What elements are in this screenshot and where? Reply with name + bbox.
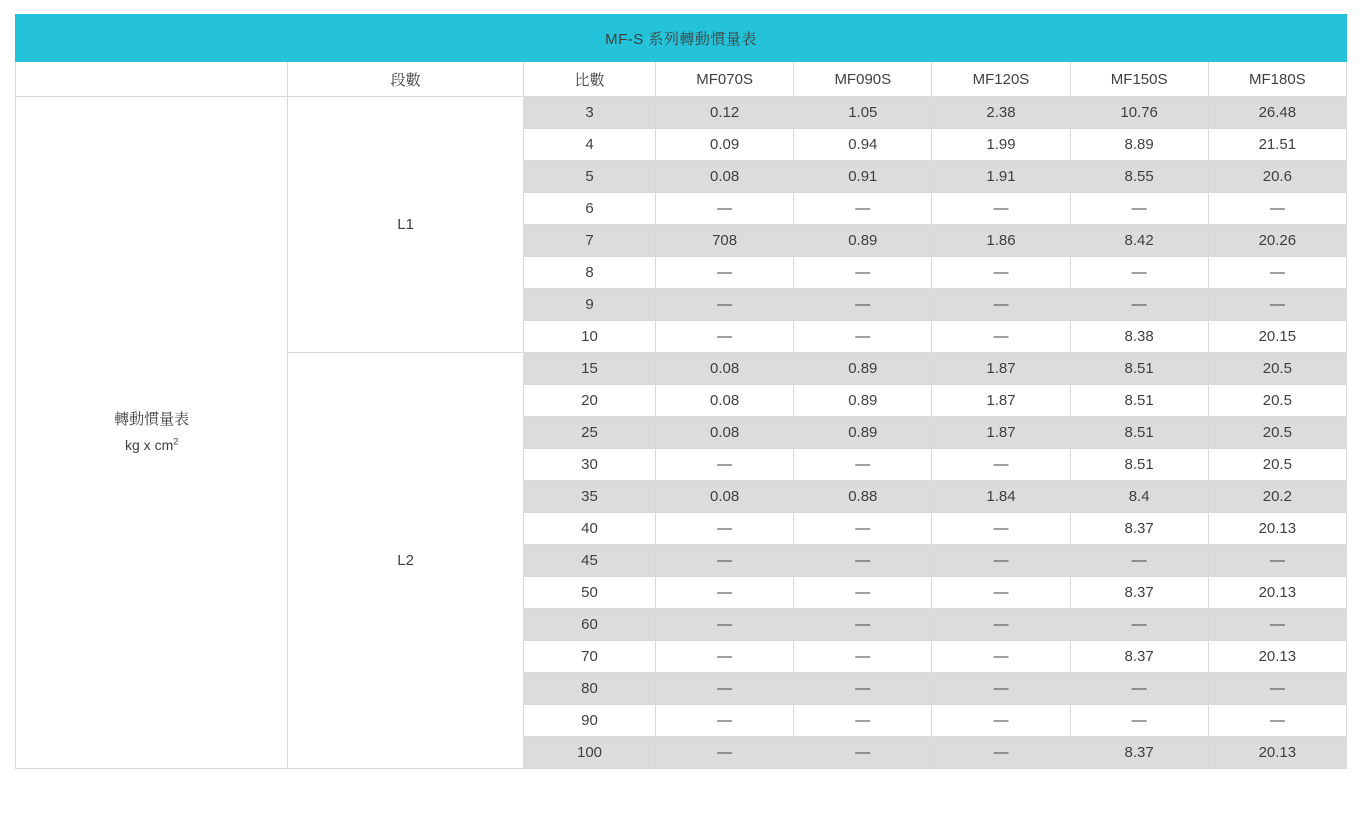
- ratio-cell: 100: [523, 737, 655, 769]
- value-cell: —: [1070, 673, 1208, 705]
- ratio-cell: 40: [523, 513, 655, 545]
- unit-exponent: 2: [173, 436, 179, 447]
- value-cell: —: [794, 609, 932, 641]
- row-group-label-text: 轉動慣量表: [114, 410, 190, 428]
- header-model-mf120s: MF120S: [932, 62, 1070, 97]
- value-cell: —: [656, 641, 794, 673]
- ratio-cell: 8: [523, 257, 655, 289]
- value-cell: —: [1070, 705, 1208, 737]
- value-cell: 8.51: [1070, 417, 1208, 449]
- value-cell: —: [794, 257, 932, 289]
- row-group-label-unit: [16, 434, 287, 458]
- value-cell: 8.89: [1070, 129, 1208, 161]
- value-cell: —: [932, 289, 1070, 321]
- value-cell: 8.37: [1070, 577, 1208, 609]
- value-cell: —: [1208, 289, 1346, 321]
- ratio-cell: 20: [523, 385, 655, 417]
- value-cell: —: [656, 257, 794, 289]
- ratio-cell: 15: [523, 353, 655, 385]
- value-cell: 26.48: [1208, 97, 1346, 129]
- value-cell: 0.09: [656, 129, 794, 161]
- value-cell: —: [794, 289, 932, 321]
- ratio-cell: 10: [523, 321, 655, 353]
- value-cell: 1.87: [932, 353, 1070, 385]
- value-cell: —: [932, 449, 1070, 481]
- value-cell: —: [1208, 193, 1346, 225]
- value-cell: —: [932, 577, 1070, 609]
- value-cell: 20.13: [1208, 513, 1346, 545]
- header-blank: [16, 62, 288, 97]
- value-cell: 0.89: [794, 225, 932, 257]
- value-cell: —: [1208, 545, 1346, 577]
- value-cell: 0.08: [656, 161, 794, 193]
- value-cell: 8.37: [1070, 737, 1208, 769]
- value-cell: 20.5: [1208, 449, 1346, 481]
- value-cell: 8.51: [1070, 449, 1208, 481]
- ratio-cell: 45: [523, 545, 655, 577]
- value-cell: 0.08: [656, 385, 794, 417]
- value-cell: 8.37: [1070, 641, 1208, 673]
- value-cell: —: [1070, 545, 1208, 577]
- value-cell: 20.6: [1208, 161, 1346, 193]
- value-cell: —: [1208, 609, 1346, 641]
- value-cell: 0.89: [794, 417, 932, 449]
- value-cell: 8.51: [1070, 353, 1208, 385]
- stage-cell: L2: [288, 353, 524, 769]
- value-cell: —: [794, 449, 932, 481]
- ratio-cell: 3: [523, 97, 655, 129]
- value-cell: —: [656, 737, 794, 769]
- value-cell: —: [932, 193, 1070, 225]
- value-cell: —: [794, 321, 932, 353]
- value-cell: —: [794, 513, 932, 545]
- ratio-cell: 7: [523, 225, 655, 257]
- ratio-cell: 5: [523, 161, 655, 193]
- inertia-table-sheet: [0, 14, 1362, 829]
- value-cell: —: [656, 545, 794, 577]
- table-row: [16, 97, 1347, 129]
- ratio-cell: 35: [523, 481, 655, 513]
- value-cell: —: [656, 321, 794, 353]
- header-stage: 段數: [288, 62, 524, 97]
- value-cell: —: [794, 193, 932, 225]
- value-cell: 10.76: [1070, 97, 1208, 129]
- value-cell: 8.55: [1070, 161, 1208, 193]
- value-cell: 0.12: [656, 97, 794, 129]
- ratio-cell: 90: [523, 705, 655, 737]
- value-cell: —: [656, 513, 794, 545]
- value-cell: —: [1208, 673, 1346, 705]
- value-cell: —: [1070, 193, 1208, 225]
- value-cell: —: [656, 577, 794, 609]
- value-cell: 20.5: [1208, 353, 1346, 385]
- value-cell: —: [932, 705, 1070, 737]
- value-cell: —: [932, 321, 1070, 353]
- value-cell: 0.89: [794, 353, 932, 385]
- value-cell: 1.87: [932, 385, 1070, 417]
- ratio-cell: 60: [523, 609, 655, 641]
- value-cell: —: [1070, 257, 1208, 289]
- value-cell: 21.51: [1208, 129, 1346, 161]
- value-cell: —: [656, 449, 794, 481]
- value-cell: 1.05: [794, 97, 932, 129]
- ratio-cell: 25: [523, 417, 655, 449]
- ratio-cell: 6: [523, 193, 655, 225]
- value-cell: 20.15: [1208, 321, 1346, 353]
- table-title-row: [16, 15, 1347, 62]
- value-cell: —: [932, 513, 1070, 545]
- inertia-table: [15, 14, 1347, 769]
- value-cell: 1.87: [932, 417, 1070, 449]
- unit-text: kg x cm: [125, 437, 174, 454]
- value-cell: 20.13: [1208, 641, 1346, 673]
- value-cell: 1.91: [932, 161, 1070, 193]
- value-cell: 0.89: [794, 385, 932, 417]
- value-cell: 0.08: [656, 353, 794, 385]
- value-cell: —: [656, 193, 794, 225]
- header-ratio: 比數: [523, 62, 655, 97]
- value-cell: —: [656, 673, 794, 705]
- value-cell: —: [794, 705, 932, 737]
- value-cell: —: [656, 289, 794, 321]
- ratio-cell: 70: [523, 641, 655, 673]
- header-model-mf150s: MF150S: [1070, 62, 1208, 97]
- ratio-cell: 50: [523, 577, 655, 609]
- value-cell: —: [1070, 289, 1208, 321]
- value-cell: 708: [656, 225, 794, 257]
- value-cell: —: [656, 705, 794, 737]
- table-header-row: [16, 62, 1347, 97]
- value-cell: 20.13: [1208, 737, 1346, 769]
- ratio-cell: 80: [523, 673, 655, 705]
- value-cell: 8.37: [1070, 513, 1208, 545]
- value-cell: 0.88: [794, 481, 932, 513]
- value-cell: 8.4: [1070, 481, 1208, 513]
- value-cell: 20.5: [1208, 385, 1346, 417]
- value-cell: —: [794, 577, 932, 609]
- value-cell: —: [1070, 609, 1208, 641]
- value-cell: 8.51: [1070, 385, 1208, 417]
- value-cell: 8.38: [1070, 321, 1208, 353]
- value-cell: —: [932, 737, 1070, 769]
- value-cell: 0.91: [794, 161, 932, 193]
- value-cell: 2.38: [932, 97, 1070, 129]
- value-cell: 0.94: [794, 129, 932, 161]
- value-cell: —: [794, 673, 932, 705]
- row-group-label: [16, 97, 288, 769]
- value-cell: —: [794, 545, 932, 577]
- ratio-cell: 9: [523, 289, 655, 321]
- value-cell: 1.86: [932, 225, 1070, 257]
- value-cell: —: [1208, 705, 1346, 737]
- header-model-mf070s: MF070S: [656, 62, 794, 97]
- value-cell: 0.08: [656, 481, 794, 513]
- value-cell: 20.5: [1208, 417, 1346, 449]
- value-cell: 20.2: [1208, 481, 1346, 513]
- stage-cell: L1: [288, 97, 524, 353]
- value-cell: —: [932, 257, 1070, 289]
- header-model-mf090s: MF090S: [794, 62, 932, 97]
- ratio-cell: 30: [523, 449, 655, 481]
- value-cell: 8.42: [1070, 225, 1208, 257]
- value-cell: —: [932, 609, 1070, 641]
- value-cell: 1.84: [932, 481, 1070, 513]
- value-cell: 1.99: [932, 129, 1070, 161]
- ratio-cell: 4: [523, 129, 655, 161]
- value-cell: —: [1208, 257, 1346, 289]
- value-cell: 20.13: [1208, 577, 1346, 609]
- header-model-mf180s: MF180S: [1208, 62, 1346, 97]
- value-cell: 20.26: [1208, 225, 1346, 257]
- value-cell: —: [932, 545, 1070, 577]
- value-cell: —: [656, 609, 794, 641]
- value-cell: —: [932, 641, 1070, 673]
- value-cell: 0.08: [656, 417, 794, 449]
- value-cell: —: [932, 673, 1070, 705]
- value-cell: —: [794, 737, 932, 769]
- value-cell: —: [794, 641, 932, 673]
- table-title: MF-S 系列轉動慣量表: [16, 15, 1347, 62]
